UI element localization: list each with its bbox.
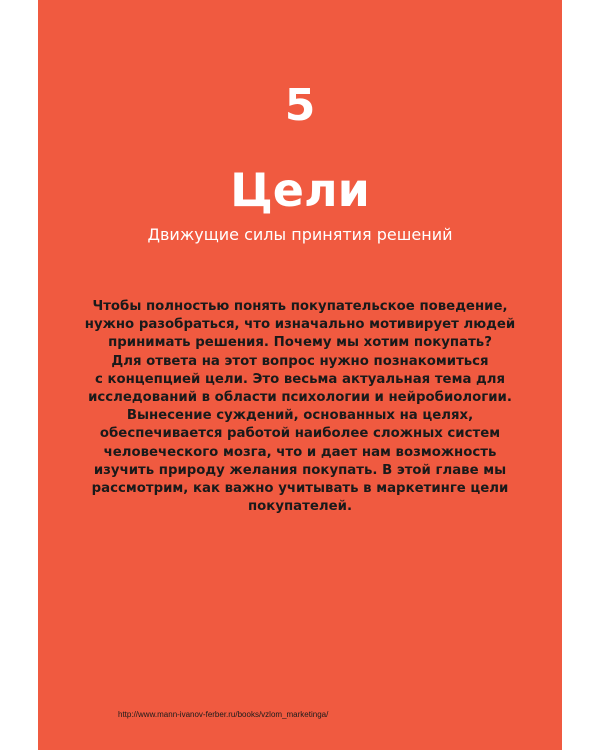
chapter-title: Цели	[230, 163, 370, 217]
footer-url-link[interactable]: http://www.mann-ivanov-ferber.ru/books/vzlom_marketinga/	[118, 710, 329, 719]
chapter-intro-text	[78, 298, 522, 516]
intro-line: Вынесение суждений, основанных на целях,	[126, 408, 474, 424]
intro-line: исследований в области психологии и нейробиологии.	[88, 390, 512, 406]
chapter-subtitle: Движущие силы принятия решений	[147, 225, 453, 244]
intro-line: принимать решения. Почему мы хотим покупать?	[108, 335, 492, 351]
intro-line: Для ответа на этот вопрос нужно познакомиться	[111, 353, 489, 369]
intro-line: Чтобы полностью понять покупательское поведение,	[92, 299, 508, 314]
intro-line: обеспечивается работой наиболее сложных систем	[99, 426, 501, 442]
intro-line: нужно разобраться, что изначально мотивирует людей	[84, 317, 516, 333]
intro-line: с концепцией цели. Это весьма актуальная тема для	[94, 371, 506, 387]
intro-line: рассмотрим, как важно учитывать в маркетинге цели	[91, 481, 509, 497]
chapter-cover-panel	[38, 0, 562, 750]
intro-line: покупателей.	[247, 499, 353, 515]
intro-line: человеческого мозга, что и дает нам возможность	[103, 444, 497, 460]
intro-line: изучить природу желания покупать. В этой главе мы	[93, 462, 507, 478]
chapter-number: 5	[284, 80, 316, 131]
